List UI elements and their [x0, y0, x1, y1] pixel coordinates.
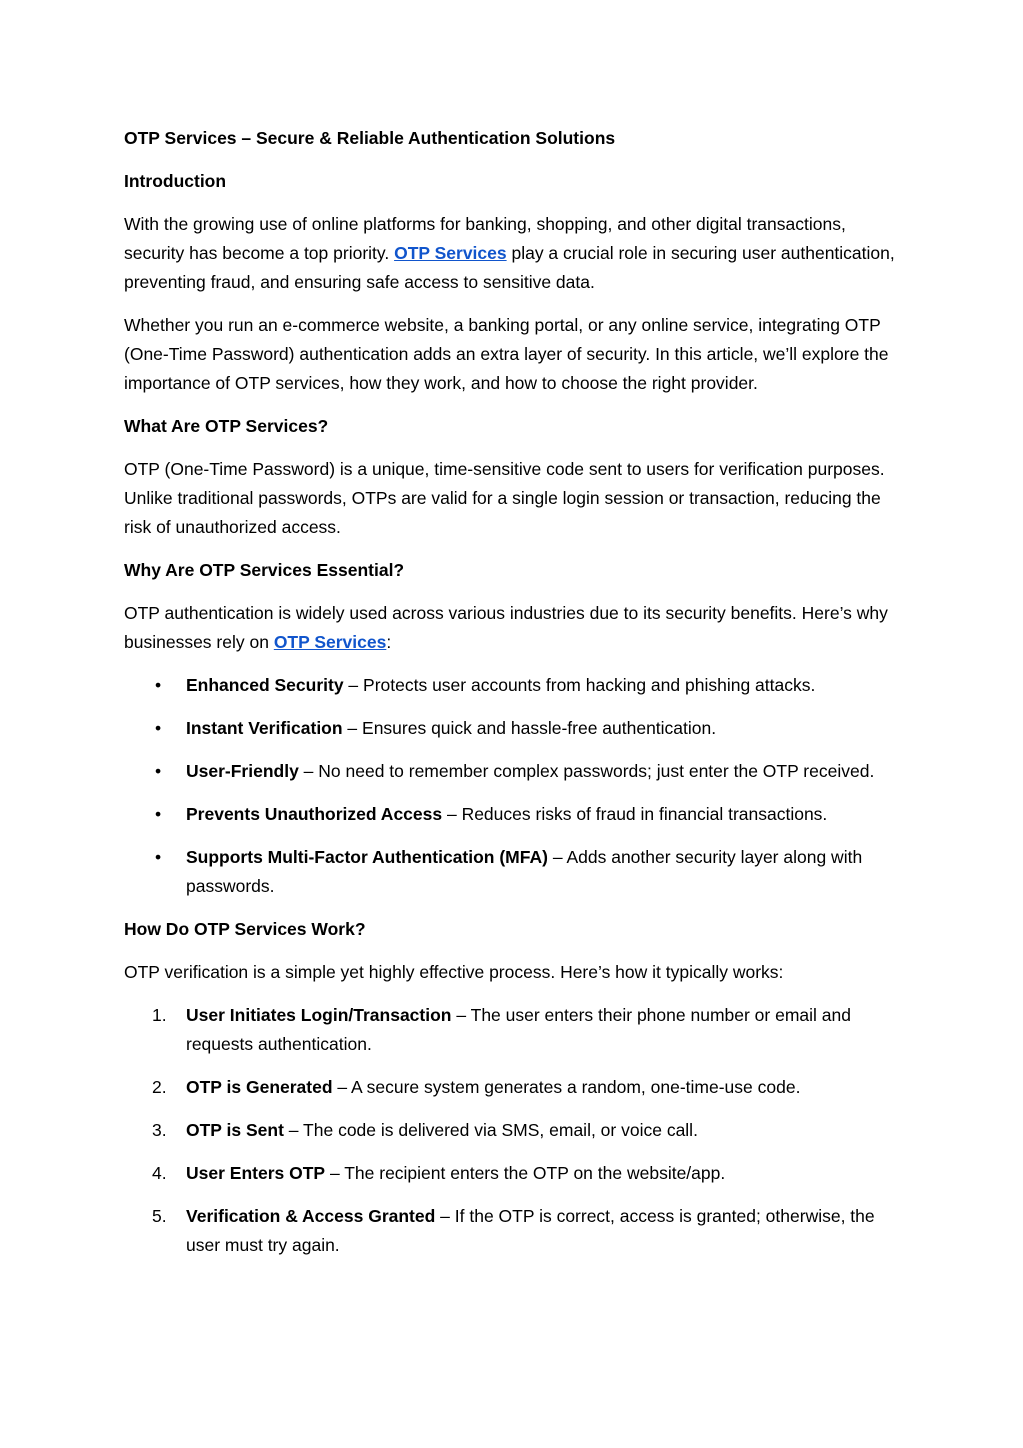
item-title: Instant Verification	[186, 718, 343, 738]
step-title: OTP is Sent	[186, 1120, 284, 1140]
benefits-list	[124, 671, 899, 901]
step-text: – The recipient enters the OTP on the website/app.	[325, 1163, 726, 1183]
list-item	[124, 671, 899, 700]
why-paragraph	[124, 599, 899, 657]
list-item	[124, 1159, 899, 1188]
why-p-post: :	[386, 632, 392, 652]
list-item	[124, 843, 899, 901]
bullet-icon: •	[155, 718, 162, 738]
intro-paragraph-2: Whether you run an e-commerce website, a banking portal, or any online service, integrating OTP (One-Time Password) authentication adds an extra layer of security. In this article, we’ll explore the importance of OTP services, how they work, and how to choose the right provider.	[124, 315, 889, 393]
item-text: – Reduces risks of fraud in financial transactions.	[442, 804, 828, 824]
list-item	[124, 714, 899, 743]
list-item	[124, 1001, 899, 1059]
steps-list	[124, 1001, 899, 1260]
step-number: 4.	[152, 1163, 167, 1183]
bullet-icon: •	[155, 761, 162, 781]
what-paragraph: OTP (One-Time Password) is a unique, time-sensitive code sent to users for verification purposes. Unlike traditional passwords, OTPs are valid for a single login session or transaction, reducing the risk of unauthorized access.	[124, 459, 885, 537]
list-item	[124, 1116, 899, 1145]
item-text: – No need to remember complex passwords; just enter the OTP received.	[298, 761, 875, 781]
otp-services-link[interactable]: OTP Services	[394, 243, 507, 263]
intro-p1-post: play a crucial role in securing user authentication, preventing fraud, and ensuring safe access to sensitive data.	[124, 243, 895, 292]
page-title: OTP Services – Secure & Reliable Authentication Solutions	[124, 128, 616, 148]
step-title: OTP is Generated	[186, 1077, 333, 1097]
step-number: 3.	[152, 1120, 167, 1140]
item-text: – Adds another security layer along with passwords.	[186, 847, 863, 896]
document-body	[124, 124, 899, 1274]
step-text: – A secure system generates a random, one-time-use code.	[332, 1077, 801, 1097]
step-number: 2.	[152, 1077, 167, 1097]
step-title: Verification & Access Granted	[186, 1206, 436, 1226]
list-item	[124, 757, 899, 786]
intro-heading: Introduction	[124, 171, 227, 191]
list-item	[124, 800, 899, 829]
step-text: – If the OTP is correct, access is granted; otherwise, the user must try again.	[186, 1206, 875, 1255]
otp-services-link[interactable]: OTP Services	[273, 632, 387, 652]
bullet-icon: •	[155, 847, 162, 867]
step-title: User Initiates Login/Transaction	[186, 1005, 452, 1025]
why-p-pre: OTP authentication is widely used across various industries due to its security benefits. Here’s why businesses rely on	[124, 603, 888, 652]
step-title: User Enters OTP	[186, 1163, 326, 1183]
item-title: Prevents Unauthorized Access	[186, 804, 443, 824]
list-item	[124, 1202, 899, 1260]
item-title: Supports Multi-Factor Authentication (MFA)	[186, 847, 548, 867]
bullet-icon: •	[155, 675, 162, 695]
step-number: 5.	[152, 1206, 167, 1226]
what-heading: What Are OTP Services?	[124, 416, 329, 436]
intro-paragraph-1	[124, 210, 899, 297]
intro-p1-pre: With the growing use of online platforms for banking, shopping, and other digital transactions, security has become a top priority.	[124, 214, 846, 263]
item-title: Enhanced Security	[186, 675, 344, 695]
how-paragraph: OTP verification is a simple yet highly effective process. Here’s how it typically works:	[124, 962, 784, 982]
list-item	[124, 1073, 899, 1102]
step-number: 1.	[152, 1005, 167, 1025]
bullet-icon: •	[155, 804, 162, 824]
item-text: – Ensures quick and hassle-free authentication.	[342, 718, 717, 738]
step-text: – The user enters their phone number or email and requests authentication.	[186, 1005, 851, 1054]
item-text: – Protects user accounts from hacking and phishing attacks.	[343, 675, 816, 695]
item-title: User-Friendly	[186, 761, 299, 781]
how-heading: How Do OTP Services Work?	[124, 919, 366, 939]
why-heading: Why Are OTP Services Essential?	[124, 560, 405, 580]
step-text: – The code is delivered via SMS, email, or voice call.	[283, 1120, 698, 1140]
